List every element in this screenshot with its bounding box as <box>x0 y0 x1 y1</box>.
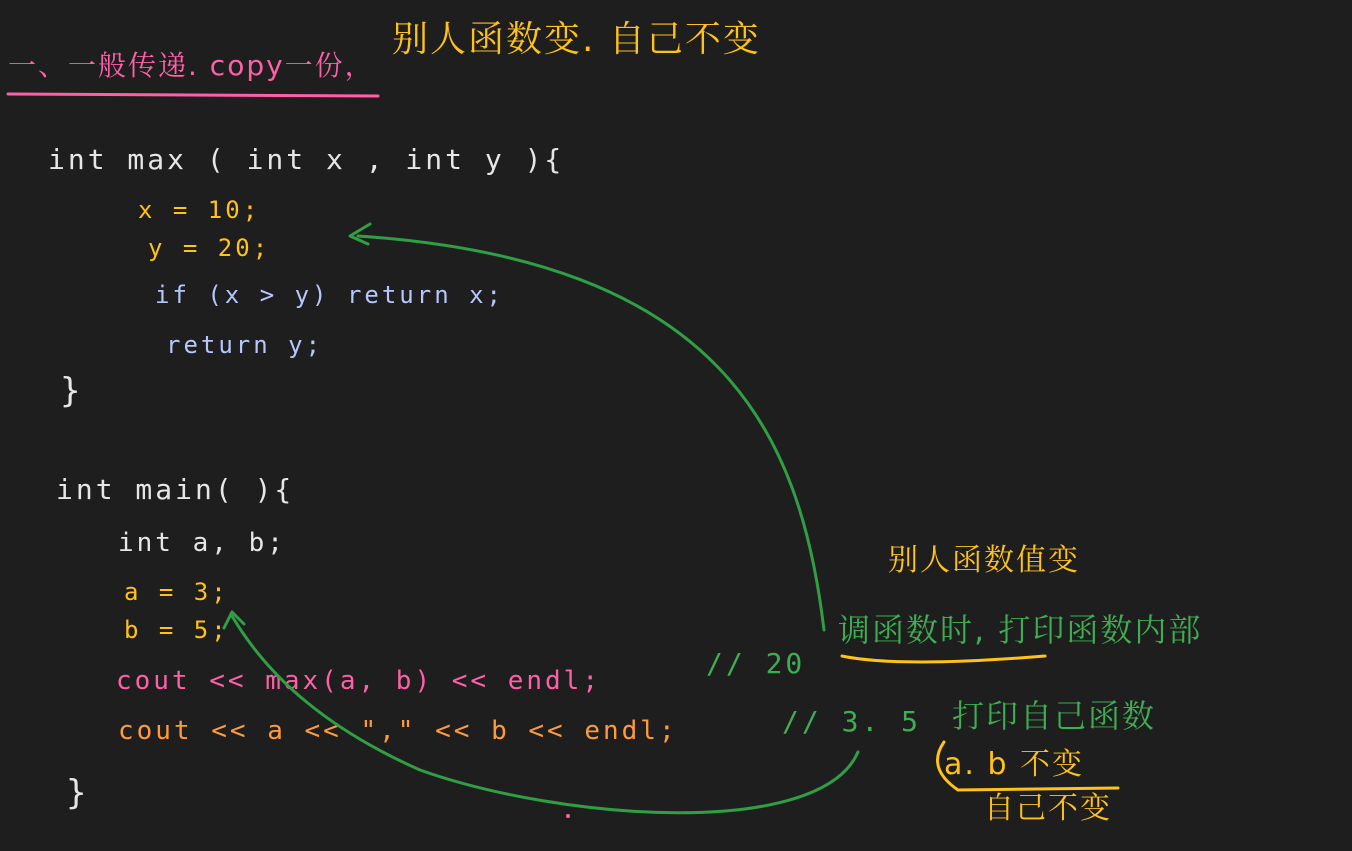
arrow-head-max <box>350 224 370 244</box>
max-signature: int max ( int x , int y ){ <box>48 143 565 176</box>
max-assign-y: y = 20; <box>148 234 271 262</box>
note-underline <box>842 656 1045 662</box>
note-print-inside: 调函数时, 打印函数内部 <box>838 611 1203 649</box>
note-print-own: 打印自己函数 <box>952 697 1157 735</box>
comment-result-20: // 20 <box>706 647 806 680</box>
main-declare-ab: int a, b; <box>118 528 286 558</box>
note-ab-unchanged: a. b 不变 <box>944 747 1085 782</box>
main-close-brace: } <box>66 773 90 813</box>
max-return-y: return y; <box>166 331 324 359</box>
stray-dot <box>566 814 570 818</box>
max-assign-x: x = 10; <box>138 196 261 224</box>
main-cout-ab: cout << a << "," << b << endl; <box>118 716 678 746</box>
heading-prefix: 一、一般传递. copy一份， <box>8 49 375 82</box>
main-assign-b: b = 5; <box>124 616 229 644</box>
note-self-unchanged: 自己不变 <box>984 791 1112 826</box>
note-other-value-changed: 别人函数值变 <box>888 543 1080 578</box>
main-assign-a: a = 3; <box>124 578 229 606</box>
comment-result-3-5: // 3. 5 <box>782 705 922 738</box>
main-signature: int main( ){ <box>56 473 295 506</box>
heading-suffix: 别人函数变. 自己不变 <box>392 19 761 60</box>
max-if-return: if (x > y) return x; <box>155 281 504 309</box>
main-cout-max: cout << max(a, b) << endl; <box>116 666 601 696</box>
max-close-brace: } <box>60 371 84 411</box>
heading-underline <box>8 94 378 96</box>
arrow-to-main-values <box>232 616 858 813</box>
